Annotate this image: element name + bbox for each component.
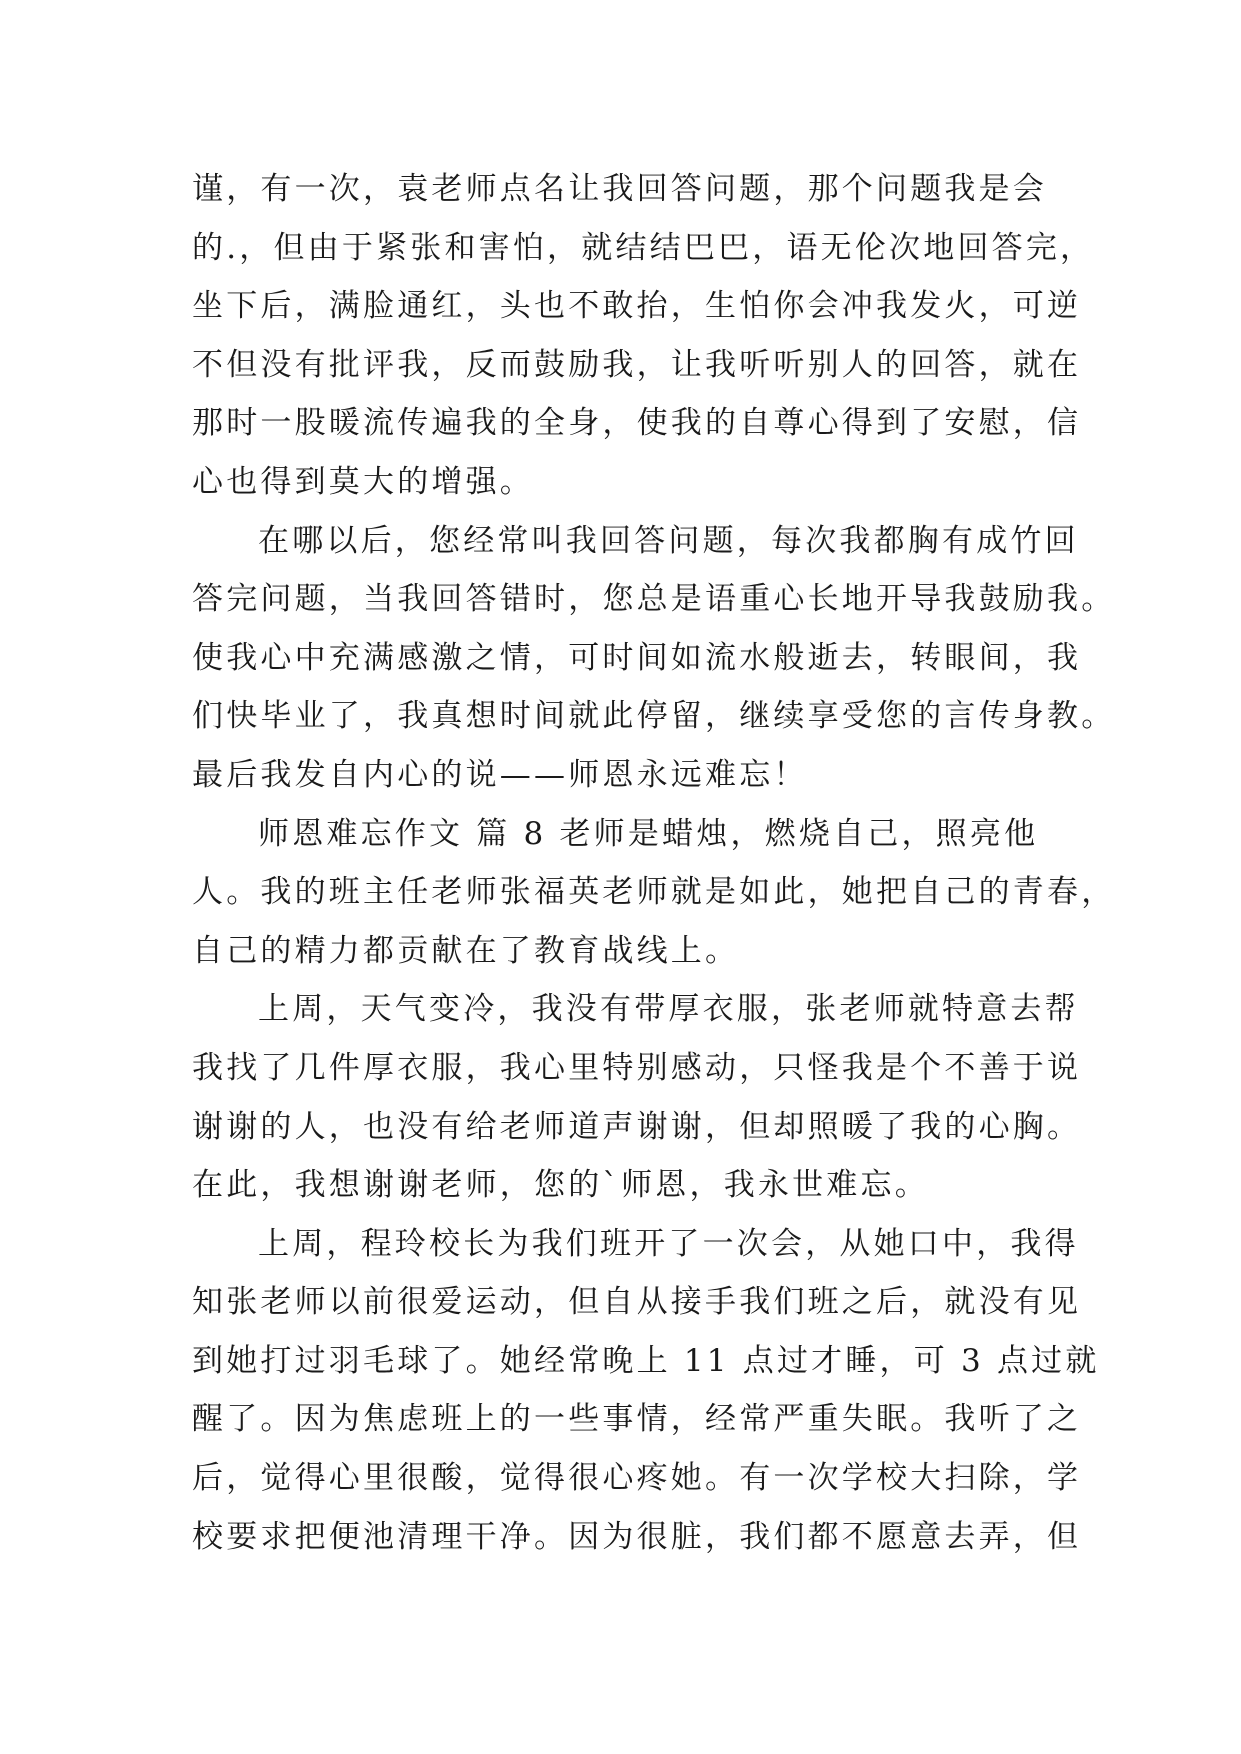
text-line: 醒了。因为焦虑班上的一些事情，经常严重失眠。我听了之 bbox=[192, 1401, 1082, 1438]
text-line: 自己的精力都贡献在了教育战线上。 bbox=[192, 932, 740, 969]
body-text bbox=[192, 160, 1116, 1566]
text-line: 校要求把便池清理干净。因为很脏，我们都不愿意去弄，但 bbox=[192, 1518, 1082, 1555]
text-line: 谢谢的人，也没有给老师道声谢谢，但却照暖了我的心胸。 bbox=[192, 1108, 1082, 1145]
text-line: 人。我的班主任老师张福英老师就是如此，她把自己的青春， bbox=[192, 874, 1116, 911]
text-line: 上周，程玲校长为我们班开了一次会，从她口中，我得 bbox=[258, 1225, 1079, 1262]
text-line: 师恩难忘作文 篇 8 老师是蜡烛，燃烧自己，照亮他 bbox=[258, 815, 1039, 852]
text-line: 知张老师以前很爱运动，但自从接手我们班之后，就没有见 bbox=[192, 1284, 1082, 1321]
text-line: 那时一股暖流传遍我的全身，使我的自尊心得到了安慰，信 bbox=[192, 405, 1082, 442]
text-line: 后，觉得心里很酸，觉得很心疼她。有一次学校大扫除，学 bbox=[192, 1460, 1082, 1497]
text-line: 最后我发自内心的说——师恩永远难忘！ bbox=[192, 756, 808, 793]
text-line: 在此，我想谢谢老师，您的`师恩，我永世难忘。 bbox=[192, 1167, 929, 1204]
text-line: 到她打过羽毛球了。她经常晚上 11 点过才睡，可 3 点过就 bbox=[192, 1342, 1100, 1379]
text-line: 我找了几件厚衣服，我心里特别感动，只怪我是个不善于说 bbox=[192, 1049, 1082, 1086]
text-line: 上周，天气变冷，我没有带厚衣服，张老师就特意去帮 bbox=[258, 991, 1079, 1028]
text-line: 们快毕业了，我真想时间就此停留，继续享受您的言传身教。 bbox=[192, 698, 1116, 735]
text-line: 心也得到莫大的增强。 bbox=[192, 463, 534, 500]
text-line: 在哪以后，您经常叫我回答问题，每次我都胸有成竹回 bbox=[258, 522, 1079, 559]
text-line: 使我心中充满感激之情，可时间如流水般逝去，转眼间，我 bbox=[192, 639, 1082, 676]
text-line: 谨，有一次，袁老师点名让我回答问题，那个问题我是会 bbox=[192, 171, 1047, 207]
text-line: 的.，但由于紧张和害怕，就结结巴巴，语无伦次地回答完， bbox=[192, 229, 1095, 266]
text-line: 坐下后，满脸通红，头也不敢抬，生怕你会冲我发火，可逆 bbox=[192, 288, 1082, 325]
text-line: 不但没有批评我，反而鼓励我，让我听听别人的回答，就在 bbox=[192, 346, 1082, 383]
text-line: 答完问题，当我回答错时，您总是语重心长地开导我鼓励我。 bbox=[192, 581, 1116, 618]
